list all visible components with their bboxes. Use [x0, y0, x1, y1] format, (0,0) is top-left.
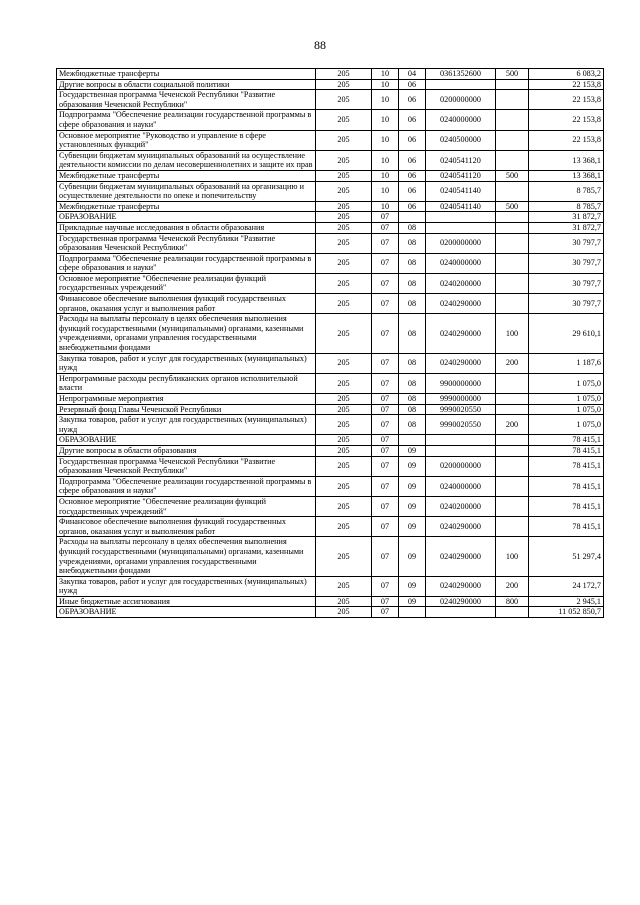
row-section-code: 07 — [372, 314, 399, 353]
row-ministry-code: 205 — [316, 537, 372, 576]
row-section-code: 10 — [372, 69, 399, 80]
row-target-article: 0240541140 — [426, 181, 496, 201]
table-row — [57, 150, 604, 170]
row-subsection-code: 09 — [399, 496, 426, 516]
row-target-article: 0240541120 — [426, 170, 496, 181]
row-name: Другие вопросы в области социальной политики — [57, 79, 316, 90]
row-section-code: 10 — [372, 130, 399, 150]
row-name: Государственная программа Чеченской Республики "Развитие образования Чеченской Республики" — [57, 90, 316, 110]
row-section-code: 07 — [372, 373, 399, 393]
row-amount: 2 945,1 — [529, 596, 604, 607]
row-target-article: 0240000000 — [426, 253, 496, 273]
row-expense-type: 500 — [496, 170, 529, 181]
table-row — [57, 476, 604, 496]
row-expense-type — [496, 435, 529, 446]
row-name: Основное мероприятие "Руководство и управление в сфере установленных функций" — [57, 130, 316, 150]
row-amount: 30 797,7 — [529, 253, 604, 273]
row-expense-type — [496, 456, 529, 476]
row-name: Непрограммные расходы республиканских органов исполнительной власти — [57, 373, 316, 393]
row-section-code: 07 — [372, 607, 399, 618]
row-amount: 11 052 850,7 — [529, 607, 604, 618]
row-section-code: 07 — [372, 273, 399, 293]
table-row — [57, 79, 604, 90]
row-target-article: 0240200000 — [426, 496, 496, 516]
row-section-code: 07 — [372, 517, 399, 537]
row-ministry-code: 205 — [316, 517, 372, 537]
row-ministry-code: 205 — [316, 79, 372, 90]
row-subsection-code: 06 — [399, 150, 426, 170]
row-expense-type: 500 — [496, 201, 529, 212]
row-section-code: 07 — [372, 253, 399, 273]
row-target-article: 0240000000 — [426, 110, 496, 130]
row-subsection-code: 08 — [399, 353, 426, 373]
row-subsection-code: 08 — [399, 233, 426, 253]
table-row — [57, 576, 604, 596]
row-section-code: 10 — [372, 201, 399, 212]
row-name: ОБРАЗОВАНИЕ — [57, 435, 316, 446]
row-ministry-code: 205 — [316, 394, 372, 405]
row-ministry-code: 205 — [316, 314, 372, 353]
row-ministry-code: 205 — [316, 294, 372, 314]
row-target-article: 9990020550 — [426, 404, 496, 415]
row-expense-type — [496, 222, 529, 233]
row-expense-type — [496, 130, 529, 150]
row-ministry-code: 205 — [316, 404, 372, 415]
table-row — [57, 394, 604, 405]
row-amount: 1 075,0 — [529, 394, 604, 405]
row-subsection-code: 08 — [399, 394, 426, 405]
row-amount: 22 153,8 — [529, 90, 604, 110]
row-expense-type: 500 — [496, 69, 529, 80]
row-name: Иные бюджетные ассигнования — [57, 596, 316, 607]
row-target-article — [426, 445, 496, 456]
row-target-article: 0240290000 — [426, 596, 496, 607]
row-expense-type — [496, 496, 529, 516]
row-ministry-code: 205 — [316, 150, 372, 170]
row-subsection-code: 09 — [399, 537, 426, 576]
row-subsection-code: 09 — [399, 445, 426, 456]
row-amount: 51 297,4 — [529, 537, 604, 576]
row-expense-type — [496, 404, 529, 415]
row-name: Основное мероприятие "Обеспечение реализации функций государственных учреждений" — [57, 273, 316, 293]
budget-table — [56, 68, 604, 618]
row-expense-type — [496, 110, 529, 130]
row-name: Финансовое обеспечение выполнения функций государственных органов, оказания услуг и выполнения работ — [57, 294, 316, 314]
row-target-article: 0200000000 — [426, 233, 496, 253]
row-name: Закупка товаров, работ и услуг для государственных (муниципальных) нужд — [57, 415, 316, 435]
row-section-code: 07 — [372, 353, 399, 373]
row-amount: 30 797,7 — [529, 273, 604, 293]
table-row — [57, 435, 604, 446]
row-target-article: 0240541120 — [426, 150, 496, 170]
row-ministry-code: 205 — [316, 415, 372, 435]
row-subsection-code: 09 — [399, 456, 426, 476]
row-target-article: 9990020550 — [426, 415, 496, 435]
row-ministry-code: 205 — [316, 476, 372, 496]
table-row — [57, 273, 604, 293]
row-section-code: 07 — [372, 537, 399, 576]
row-section-code: 07 — [372, 456, 399, 476]
row-name: Субвенции бюджетам муниципальных образований на организацию и осуществление деятельности по опеке и попечительству — [57, 181, 316, 201]
row-ministry-code: 205 — [316, 435, 372, 446]
row-target-article: 0200000000 — [426, 90, 496, 110]
row-expense-type — [496, 253, 529, 273]
row-amount: 31 872,7 — [529, 222, 604, 233]
table-row — [57, 456, 604, 476]
table-row — [57, 253, 604, 273]
row-expense-type: 100 — [496, 537, 529, 576]
row-amount: 1 075,0 — [529, 415, 604, 435]
row-name: Расходы на выплаты персоналу в целях обеспечения выполнения функций государственными (муниципальными) органами, казенными учреждениями, органами управления государственными внебюджетными фондами — [57, 537, 316, 576]
row-section-code: 07 — [372, 476, 399, 496]
row-expense-type: 800 — [496, 596, 529, 607]
row-section-code: 10 — [372, 170, 399, 181]
row-subsection-code: 04 — [399, 69, 426, 80]
row-section-code: 07 — [372, 294, 399, 314]
table-row — [57, 233, 604, 253]
table-row — [57, 110, 604, 130]
row-target-article: 0240290000 — [426, 294, 496, 314]
row-expense-type — [496, 517, 529, 537]
table-row — [57, 130, 604, 150]
row-section-code: 07 — [372, 445, 399, 456]
row-subsection-code: 06 — [399, 201, 426, 212]
row-amount: 13 368,1 — [529, 150, 604, 170]
row-ministry-code: 205 — [316, 445, 372, 456]
row-subsection-code: 08 — [399, 314, 426, 353]
table-row — [57, 517, 604, 537]
row-section-code: 07 — [372, 404, 399, 415]
row-ministry-code: 205 — [316, 373, 372, 393]
row-subsection-code: 08 — [399, 404, 426, 415]
row-section-code: 10 — [372, 79, 399, 90]
row-amount: 22 153,8 — [529, 110, 604, 130]
row-subsection-code: 09 — [399, 576, 426, 596]
row-subsection-code: 08 — [399, 222, 426, 233]
row-expense-type — [496, 212, 529, 223]
row-ministry-code: 205 — [316, 353, 372, 373]
row-ministry-code: 205 — [316, 181, 372, 201]
row-name: Резервный фонд Главы Чеченской Республики — [57, 404, 316, 415]
row-subsection-code: 06 — [399, 181, 426, 201]
row-name: Подпрограмма "Обеспечение реализации государственной программы в сфере образования и науки" — [57, 476, 316, 496]
table-row — [57, 373, 604, 393]
row-name: Закупка товаров, работ и услуг для государственных (муниципальных) нужд — [57, 576, 316, 596]
row-name: ОБРАЗОВАНИЕ — [57, 607, 316, 618]
table-row — [57, 537, 604, 576]
row-expense-type — [496, 181, 529, 201]
row-name: Прикладные научные исследования в области образования — [57, 222, 316, 233]
row-name: Финансовое обеспечение выполнения функций государственных органов, оказания услуг и выполнения работ — [57, 517, 316, 537]
row-amount: 31 872,7 — [529, 212, 604, 223]
row-expense-type: 200 — [496, 415, 529, 435]
row-ministry-code: 205 — [316, 233, 372, 253]
row-section-code: 07 — [372, 212, 399, 223]
row-amount: 30 797,7 — [529, 233, 604, 253]
row-expense-type — [496, 90, 529, 110]
row-name: Непрограммные мероприятия — [57, 394, 316, 405]
table-row — [57, 222, 604, 233]
row-target-article — [426, 607, 496, 618]
table-row — [57, 353, 604, 373]
row-ministry-code: 205 — [316, 90, 372, 110]
row-name: Основное мероприятие "Обеспечение реализации функций государственных учреждений" — [57, 496, 316, 516]
row-target-article: 9900000000 — [426, 373, 496, 393]
table-row — [57, 496, 604, 516]
table-row — [57, 404, 604, 415]
row-section-code: 07 — [372, 596, 399, 607]
table-row — [57, 596, 604, 607]
row-expense-type — [496, 79, 529, 90]
row-target-article: 0361352600 — [426, 69, 496, 80]
row-subsection-code: 08 — [399, 253, 426, 273]
row-amount: 1 187,6 — [529, 353, 604, 373]
row-subsection-code: 08 — [399, 294, 426, 314]
row-subsection-code: 08 — [399, 373, 426, 393]
row-amount: 6 083,2 — [529, 69, 604, 80]
row-expense-type: 200 — [496, 353, 529, 373]
row-subsection-code: 09 — [399, 476, 426, 496]
row-section-code: 10 — [372, 110, 399, 130]
table-row — [57, 445, 604, 456]
table-row — [57, 415, 604, 435]
row-amount: 22 153,8 — [529, 130, 604, 150]
row-amount: 22 153,8 — [529, 79, 604, 90]
row-target-article — [426, 212, 496, 223]
row-amount: 78 415,1 — [529, 456, 604, 476]
table-row — [57, 90, 604, 110]
row-expense-type — [496, 150, 529, 170]
row-target-article: 0240541140 — [426, 201, 496, 212]
row-expense-type — [496, 394, 529, 405]
row-section-code: 10 — [372, 150, 399, 170]
row-ministry-code: 205 — [316, 69, 372, 80]
row-name: Закупка товаров, работ и услуг для государственных (муниципальных) нужд — [57, 353, 316, 373]
row-target-article: 0200000000 — [426, 456, 496, 476]
table-row — [57, 170, 604, 181]
row-name: ОБРАЗОВАНИЕ — [57, 212, 316, 223]
row-amount: 78 415,1 — [529, 517, 604, 537]
row-amount: 1 075,0 — [529, 404, 604, 415]
row-subsection-code — [399, 212, 426, 223]
row-name: Межбюджетные трансферты — [57, 201, 316, 212]
row-amount: 30 797,7 — [529, 294, 604, 314]
row-ministry-code: 205 — [316, 496, 372, 516]
row-ministry-code: 205 — [316, 170, 372, 181]
row-name: Межбюджетные трансферты — [57, 170, 316, 181]
table-row — [57, 314, 604, 353]
row-ministry-code: 205 — [316, 222, 372, 233]
row-ministry-code: 205 — [316, 212, 372, 223]
row-name: Подпрограмма "Обеспечение реализации государственной программы в сфере образования и науки" — [57, 110, 316, 130]
row-subsection-code: 06 — [399, 110, 426, 130]
row-section-code: 07 — [372, 222, 399, 233]
row-amount: 78 415,1 — [529, 435, 604, 446]
row-amount: 8 785,7 — [529, 181, 604, 201]
row-amount: 8 785,7 — [529, 201, 604, 212]
row-amount: 1 075,0 — [529, 373, 604, 393]
row-section-code: 07 — [372, 496, 399, 516]
row-subsection-code: 06 — [399, 170, 426, 181]
row-ministry-code: 205 — [316, 596, 372, 607]
row-subsection-code: 08 — [399, 415, 426, 435]
row-target-article — [426, 79, 496, 90]
row-target-article: 0240290000 — [426, 517, 496, 537]
row-name: Подпрограмма "Обеспечение реализации государственной программы в сфере образования и науки" — [57, 253, 316, 273]
row-expense-type — [496, 294, 529, 314]
row-target-article: 0240000000 — [426, 476, 496, 496]
row-ministry-code: 205 — [316, 201, 372, 212]
table-row — [57, 69, 604, 80]
row-expense-type: 100 — [496, 314, 529, 353]
row-subsection-code: 09 — [399, 596, 426, 607]
row-target-article: 0240200000 — [426, 273, 496, 293]
row-name: Государственная программа Чеченской Республики "Развитие образования Чеченской Республики" — [57, 233, 316, 253]
row-target-article: 0240290000 — [426, 353, 496, 373]
row-subsection-code: 09 — [399, 517, 426, 537]
row-section-code: 07 — [372, 394, 399, 405]
row-ministry-code: 205 — [316, 110, 372, 130]
row-expense-type — [496, 273, 529, 293]
row-subsection-code — [399, 607, 426, 618]
row-expense-type — [496, 445, 529, 456]
row-target-article: 0240290000 — [426, 314, 496, 353]
row-name: Субвенции бюджетам муниципальных образований на осуществление деятельности комиссии по делам несовершеннолетних и защите их прав — [57, 150, 316, 170]
row-ministry-code: 205 — [316, 253, 372, 273]
row-amount: 29 610,1 — [529, 314, 604, 353]
row-expense-type — [496, 476, 529, 496]
table-row — [57, 607, 604, 618]
row-subsection-code: 08 — [399, 273, 426, 293]
row-amount: 78 415,1 — [529, 496, 604, 516]
row-ministry-code: 205 — [316, 130, 372, 150]
row-subsection-code: 06 — [399, 130, 426, 150]
row-expense-type — [496, 373, 529, 393]
row-section-code: 07 — [372, 435, 399, 446]
row-expense-type — [496, 607, 529, 618]
row-ministry-code: 205 — [316, 456, 372, 476]
row-section-code: 10 — [372, 90, 399, 110]
table-row — [57, 294, 604, 314]
row-target-article — [426, 222, 496, 233]
row-ministry-code: 205 — [316, 607, 372, 618]
row-target-article — [426, 435, 496, 446]
row-expense-type — [496, 233, 529, 253]
row-ministry-code: 205 — [316, 273, 372, 293]
row-target-article: 0240500000 — [426, 130, 496, 150]
row-amount: 78 415,1 — [529, 445, 604, 456]
row-section-code: 07 — [372, 415, 399, 435]
row-name: Государственная программа Чеченской Республики "Развитие образования Чеченской Республики" — [57, 456, 316, 476]
page-number: 88 — [314, 38, 326, 52]
row-section-code: 07 — [372, 233, 399, 253]
row-amount: 24 172,7 — [529, 576, 604, 596]
row-subsection-code: 06 — [399, 90, 426, 110]
row-subsection-code — [399, 435, 426, 446]
row-target-article: 9990000000 — [426, 394, 496, 405]
table-row — [57, 181, 604, 201]
table-row — [57, 201, 604, 212]
row-section-code: 07 — [372, 576, 399, 596]
row-name: Межбюджетные трансферты — [57, 69, 316, 80]
row-ministry-code: 205 — [316, 576, 372, 596]
row-section-code: 10 — [372, 181, 399, 201]
row-target-article: 0240290000 — [426, 576, 496, 596]
row-amount: 78 415,1 — [529, 476, 604, 496]
row-expense-type: 200 — [496, 576, 529, 596]
row-name: Расходы на выплаты персоналу в целях обеспечения выполнения функций государственными (муниципальными) органами, казенными учреждениями, органами управления государственными внебюджетными фондами — [57, 314, 316, 353]
row-subsection-code: 06 — [399, 79, 426, 90]
row-name: Другие вопросы в области образования — [57, 445, 316, 456]
row-target-article: 0240290000 — [426, 537, 496, 576]
table-row — [57, 212, 604, 223]
row-amount: 13 368,1 — [529, 170, 604, 181]
